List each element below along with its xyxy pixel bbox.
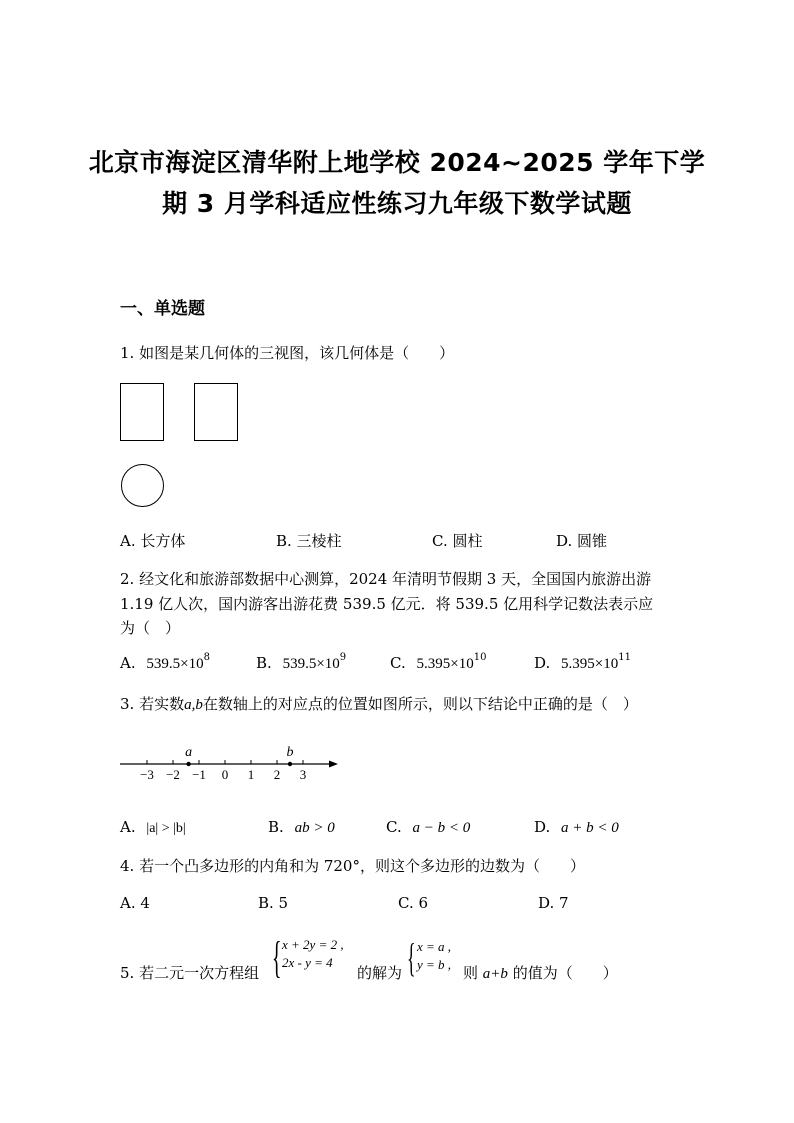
question-3-option-d[interactable] <box>534 818 619 837</box>
top-view-circle <box>121 464 164 507</box>
question-2-stem-line-3: 为（ ） <box>120 619 181 637</box>
option-letter: C. <box>386 818 402 836</box>
question-5-prefix: 5. 若二元一次方程组 <box>120 964 260 982</box>
solution-1: x = a , <box>417 939 452 954</box>
question-3-option-a[interactable] <box>120 818 186 837</box>
option-expression: a − b < 0 <box>412 820 471 836</box>
option-letter: D. <box>534 654 551 672</box>
question-1-stem: 1. 如图是某几何体的三视图，该几何体是（ ） <box>120 344 455 362</box>
suffix-expression: a+b <box>482 966 508 982</box>
tick-label: −2 <box>166 767 180 782</box>
question-5-middle: 的解为 <box>357 964 403 982</box>
question-3-stem <box>120 693 638 714</box>
stem-prefix: 3. 若实数 <box>120 695 185 713</box>
system-1-brace: { <box>272 933 282 982</box>
option-exponent: 9 <box>339 652 347 663</box>
question-5-suffix <box>463 962 618 983</box>
tick-label: 2 <box>273 767 281 782</box>
point-a <box>186 762 190 766</box>
stem-variables: a,b <box>184 697 203 713</box>
tick-label: −1 <box>192 767 206 782</box>
equation-1: x + 2y = 2 , <box>282 937 344 952</box>
document-title-line-1: 北京市海淀区清华附上地学校 2024~2025 学年下学 <box>88 148 706 177</box>
section-heading: 一、单选题 <box>120 299 205 319</box>
question-4-option-b[interactable]: B. 5 <box>258 894 289 912</box>
option-exponent: 10 <box>473 652 487 663</box>
document-title-line-2: 期 3 月学科适应性练习九年级下数学试题 <box>162 189 632 218</box>
equation-system-1 <box>282 936 344 972</box>
system-2-brace: { <box>407 935 416 980</box>
number-line-diagram <box>118 738 348 784</box>
suffix-pre: 则 <box>463 964 479 982</box>
solution-2: y = b , <box>417 957 452 972</box>
option-expression: |a| > |b| <box>146 821 186 836</box>
option-letter: B. <box>268 818 284 836</box>
solution-system <box>417 938 451 974</box>
question-2-stem-line-2: 1.19 亿人次，国内游客出游花费 539.5 亿元．将 539.5 亿用科学记数法表示应 <box>120 595 654 613</box>
number-line-ticks <box>140 760 306 782</box>
question-1-option-c[interactable]: C. 圆柱 <box>432 532 483 550</box>
option-expression: ab > 0 <box>294 820 335 836</box>
stem-suffix: 在数轴上的对应点的位置如图所示，则以下结论中正确的是（ ） <box>202 695 638 713</box>
option-letter: B. <box>256 654 272 672</box>
tick-label: 3 <box>299 767 307 782</box>
option-base: 5.395×10 <box>561 656 619 672</box>
question-2-option-d[interactable] <box>534 654 631 673</box>
option-letter: C. <box>390 654 406 672</box>
option-exponent: 11 <box>618 652 631 663</box>
tick-label: −3 <box>140 767 154 782</box>
question-1-option-b[interactable]: B. 三棱柱 <box>276 532 342 550</box>
question-2-option-b[interactable] <box>256 654 346 673</box>
question-2-stem-line-1: 2. 经文化和旅游部数据中心测算，2024 年清明节假期 3 天，全国国内旅游出游 <box>120 570 652 588</box>
question-4-option-a[interactable]: A. 4 <box>120 894 150 912</box>
point-label-b: b <box>286 745 294 760</box>
option-exponent: 8 <box>203 652 210 663</box>
option-expression: a + b < 0 <box>561 820 619 836</box>
question-2-option-c[interactable] <box>390 654 486 673</box>
equation-2: 2x - y = 4 <box>282 955 333 970</box>
option-base: 5.395×10 <box>416 656 474 672</box>
question-4-option-d[interactable]: D. 7 <box>538 894 569 912</box>
option-base: 539.5×10 <box>282 656 340 672</box>
option-letter: A. <box>120 654 136 672</box>
question-4-option-c[interactable]: C. 6 <box>398 894 429 912</box>
side-view-rectangle <box>194 383 238 441</box>
point-label-a: a <box>185 745 193 760</box>
question-2-option-a[interactable] <box>120 654 210 673</box>
point-b <box>288 762 292 766</box>
question-4-stem: 4. 若一个凸多边形的内角和为 720°，则这个多边形的边数为（ ） <box>120 857 585 875</box>
front-view-rectangle <box>120 383 164 441</box>
question-1-option-a[interactable]: A. 长方体 <box>120 532 186 550</box>
question-3-option-b[interactable] <box>268 818 335 837</box>
suffix-post: 的值为（ ） <box>512 964 618 982</box>
question-3-option-c[interactable] <box>386 818 470 837</box>
option-letter: D. <box>534 818 551 836</box>
option-base: 539.5×10 <box>146 656 204 672</box>
tick-label: 0 <box>221 767 229 782</box>
axis-arrow-icon <box>329 761 338 768</box>
tick-label: 1 <box>247 767 255 782</box>
question-1-option-d[interactable]: D. 圆锥 <box>556 532 608 550</box>
option-letter: A. <box>120 818 136 836</box>
